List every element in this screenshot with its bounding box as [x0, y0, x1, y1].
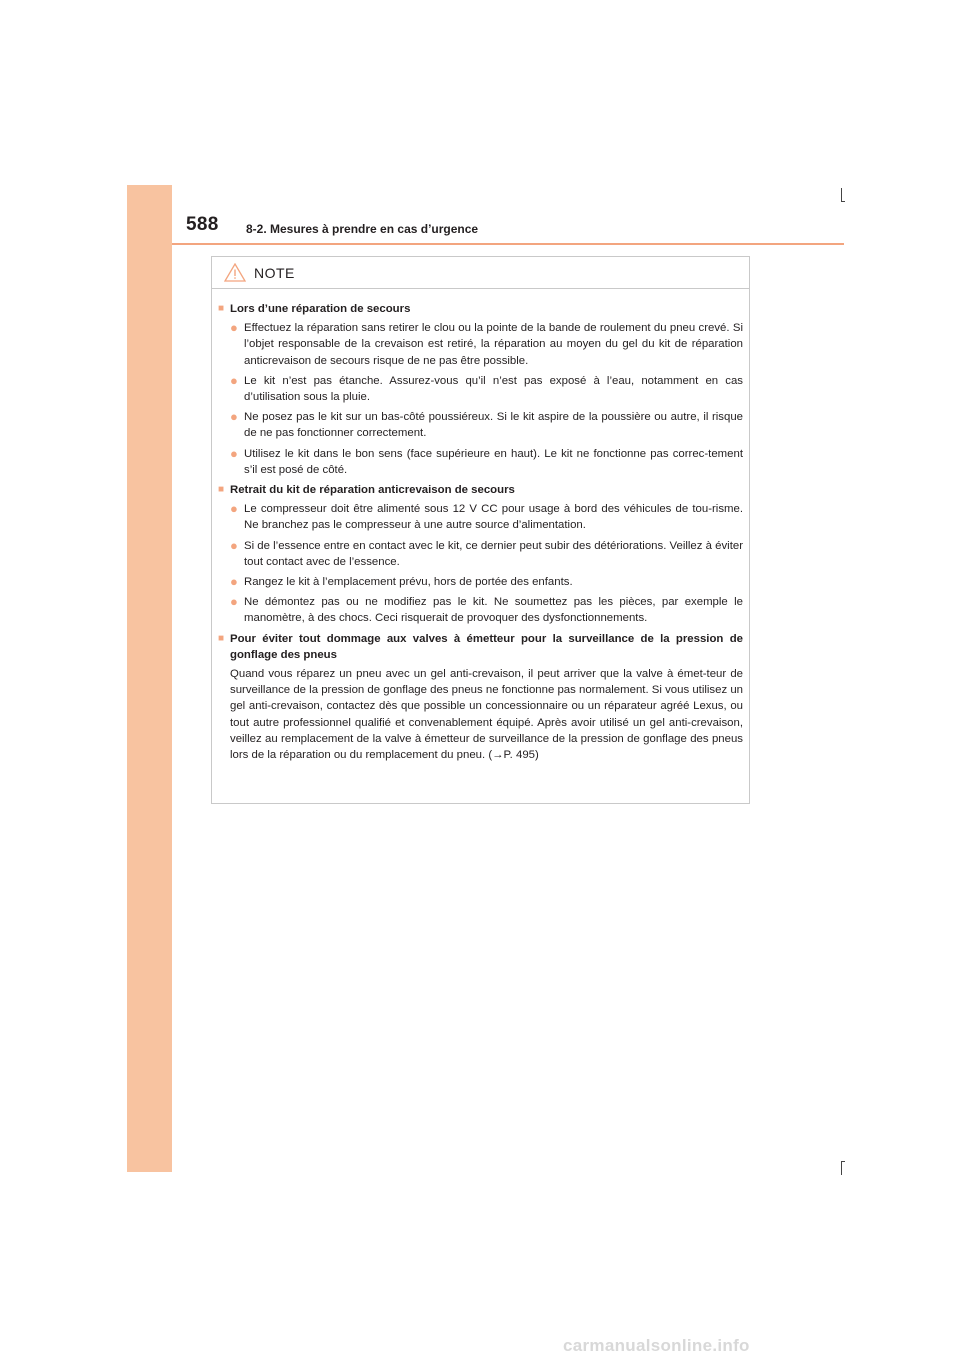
- circle-bullet-icon: ●: [230, 409, 238, 425]
- note-label: NOTE: [254, 264, 295, 281]
- list-item: [218, 409, 743, 441]
- section-heading-text: Retrait du kit de réparation anticrevaison de secours: [230, 484, 515, 497]
- note-header: [212, 257, 749, 289]
- list-item: [218, 594, 743, 626]
- crop-mark-top: [841, 188, 842, 202]
- circle-bullet-icon: ●: [230, 445, 238, 461]
- section-heading: [218, 301, 743, 317]
- page-number: 588: [186, 214, 219, 235]
- crop-mark-bottom-foot: [841, 1161, 845, 1162]
- section-heading: [218, 631, 743, 663]
- watermark: carmanualsonline.info: [563, 1336, 750, 1355]
- list-item-text: Le kit n’est pas étanche. Assurez-vous qu’il n’est pas exposé à l’eau, notamment en cas d’utilisation sous la pluie.: [244, 374, 743, 404]
- warning-triangle-icon: [224, 263, 246, 282]
- list-item: [218, 574, 743, 590]
- note-body: [212, 289, 749, 763]
- crop-mark-bottom: [841, 1161, 842, 1175]
- circle-bullet-icon: ●: [230, 372, 238, 388]
- list-item: [218, 320, 743, 369]
- circle-bullet-icon: ●: [230, 320, 238, 336]
- square-bullet-icon: ■: [218, 632, 225, 644]
- section-heading-text: Lors d’une réparation de secours: [230, 303, 411, 315]
- circle-bullet-icon: ●: [230, 574, 238, 590]
- chapter-sidebar-tab: [127, 185, 172, 1172]
- list-item: [218, 446, 743, 478]
- header-rule: [172, 243, 844, 245]
- section-heading-text: Pour éviter tout dommage aux valves à émetteur pour la surveillance de la pression de gonflage des pneus: [230, 632, 743, 661]
- list-item-text: Effectuez la réparation sans retirer le clou ou la pointe de la bande de roulement du pneu crevé. Si l’objet responsable de la crevaison est retiré, la réparation au moyen du gel du kit de réparation anticrevaison de secours risque de ne pas être possible.: [244, 322, 743, 367]
- circle-bullet-icon: ●: [230, 594, 238, 610]
- section-title: 8-2. Mesures à prendre en cas d’urgence: [246, 222, 479, 236]
- square-bullet-icon: ■: [218, 303, 225, 314]
- list-item-text: Si de l’essence entre en contact avec le kit, ce dernier peut subir des détériorations. Veillez à éviter tout contact avec de l’essence.: [244, 539, 743, 568]
- list-item: [218, 501, 743, 533]
- list-item: [218, 538, 743, 570]
- circle-bullet-icon: ●: [230, 501, 238, 517]
- section-heading: [218, 482, 743, 498]
- section-paragraph: Quand vous réparez un pneu avec un gel anti-crevaison, il peut arriver que la valve à émet-teur de surveillance de la pression de gonflage des pneus ne fonctionne pas normalement. Si vous utilisez un gel anti-crevaison, contactez dès que possible un concessionnaire ou un réparateur agréé Lexus, ou tout autre professionnel qualifié et convenablement équipé. Après avoir utilisé un gel anti-crevaison, veillez au remplacement de la valve à émetteur de surveillance de la pression de gonflage des pneus lors de la réparation ou du remplacement du pneu. (→P. 495): [230, 668, 743, 762]
- list-item-text: Ne démontez pas ou ne modifiez pas le kit. Ne soumettez pas les pièces, par exemple le manomètre, à des chocs. Ceci risquerait de provoquer des dysfonctionnements.: [244, 596, 743, 625]
- list-item-text: Rangez le kit à l’emplacement prévu, hors de portée des enfants.: [244, 576, 573, 589]
- list-item-text: Utilisez le kit dans le bon sens (face supérieure en haut). Le kit ne fonctionne pas correc-tement s’il est posé de côté.: [244, 447, 743, 476]
- list-item-text: Le compresseur doit être alimenté sous 12 V CC pour usage à bord des véhicules de tou-risme. Ne branchez pas le compresseur à une autre source d’alimentation.: [244, 503, 743, 532]
- list-item: [218, 373, 743, 405]
- note-box: [211, 256, 750, 804]
- list-item-text: Ne posez pas le kit sur un bas-côté poussiéreux. Si le kit aspire de la poussière ou autre, il risque de ne pas fonctionner correctement.: [244, 411, 743, 440]
- square-bullet-icon: ■: [218, 484, 225, 496]
- circle-bullet-icon: ●: [230, 537, 238, 553]
- crop-mark-top-foot: [841, 201, 845, 202]
